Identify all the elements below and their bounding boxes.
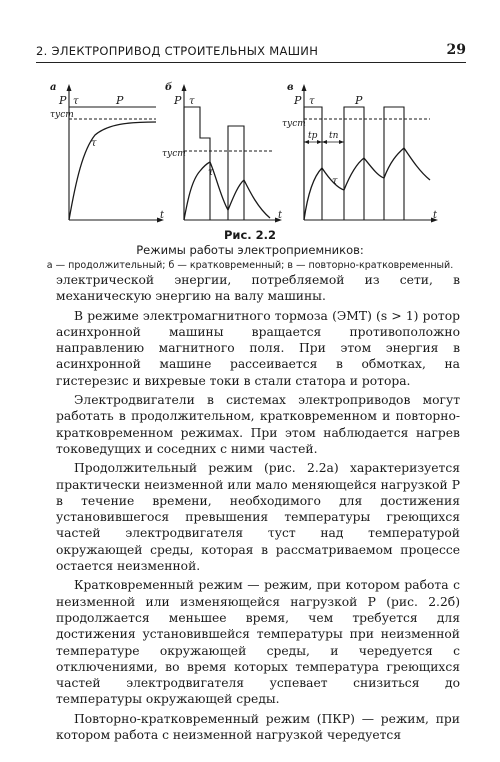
figure-caption	[30, 228, 470, 273]
panel-b-tau-ust-label: τуст	[162, 149, 186, 159]
panel-a-tau-label: τ	[73, 96, 79, 107]
panel-c-tp2-arrow-right	[339, 140, 344, 144]
figure-title: Режимы работы электроприемников:	[136, 243, 364, 257]
panel-a-t-label: t	[160, 210, 165, 221]
panel-c-tp-label: tр	[308, 131, 318, 141]
figure-number: Рис. 2.2	[223, 228, 277, 242]
paragraph-4: Продолжительный режим (рис. 2.2а) характеризуется практически неизменной или мало меняющейся нагрузкой P в течение времени, необходимого для достижения установившегося превышения температуры греющихся частей электродвигателя τуст над температурой окружающей среды, которая в рассматриваемом процессе остается неизменной.	[56, 461, 460, 574]
paragraph-6: Повторно-кратковременный режим (ПКР) — режим, при котором работа с неизменной нагрузкой чередуется	[56, 711, 460, 743]
panel-c-y-arrow	[302, 84, 307, 91]
header-rule	[36, 62, 466, 63]
panel-a-p-label-2: P	[116, 94, 124, 107]
panel-c-p-label: P	[294, 94, 302, 107]
panel-c-load-pulse-2	[344, 107, 364, 220]
panel-a-p-label: P	[59, 94, 67, 107]
panel-a-letter: а	[50, 82, 57, 93]
panel-c-letter: в	[287, 82, 294, 93]
panel-c-curve-label: τ	[332, 176, 338, 187]
panel-a	[50, 82, 165, 223]
panel-c	[282, 82, 438, 223]
panel-c-tp-arrow-right	[317, 140, 322, 144]
panel-a-y-arrow	[67, 84, 72, 91]
paragraph-1: электрической энергии, потребляемой из сети, в механическую энергию на валу машины.	[56, 273, 460, 304]
panel-b	[162, 82, 283, 223]
panel-c-tp2-label: tп	[329, 131, 339, 141]
running-head	[36, 42, 466, 60]
panel-b-curve-label: τ	[208, 167, 214, 178]
body-text	[56, 272, 460, 743]
panel-c-load-pulse-3	[384, 107, 404, 220]
panel-a-temperature-curve	[69, 122, 156, 220]
panel-a-tau-ust-label: τуст	[50, 110, 74, 120]
paragraph-5: Кратковременный режим — режим, при котором работа с неизменной или изменяющейся нагрузкой P (рис. 2.2б) продолжается меньшее время, чем требуется для достижения установившейся температуры при неизменной температуре окружающей среды, и чередуется с отключениями, во время которых температура греющихся частей электродвигателя успевает снизиться до температуры окружающей среды.	[56, 578, 460, 707]
paragraph-2: В режиме электромагнитного тормоза (ЭМТ) (s > 1) ротор асинхронной машины вращается противоположно направлению магнитного поля. При этом энергия в асинхронной машине рассеивается в обмотках, на гистерезис и вихревые токи в стали статора и ротора.	[56, 308, 460, 388]
running-title: 2. ЭЛЕКТРОПРИВОД СТРОИТЕЛЬНЫХ МАШИН	[36, 44, 319, 58]
panel-c-p-label-2: P	[355, 94, 363, 107]
paragraph-3: Электродвигатели в системах электроприводов могут работать в продолжительном, кратковременном и повторно-кратковременном режимах. При этом наблюдается нагрев токоведущих и соседних с ними частей.	[56, 393, 460, 456]
page-number: 29	[446, 42, 466, 58]
panel-b-temperature-curve	[184, 162, 270, 220]
panel-c-t-label: t	[433, 210, 438, 221]
panel-c-tp2-arrow-left	[322, 140, 327, 144]
panel-b-p-label: P	[174, 94, 182, 107]
panel-c-tau-label: τ	[309, 96, 315, 107]
panel-c-tau-ust-label: τуст	[282, 119, 306, 129]
figure-2-2	[50, 80, 450, 230]
figure-legend: а — продолжительный; б — кратковременный; в — повторно-кратковременный.	[46, 260, 454, 271]
panel-b-letter: б	[165, 82, 173, 93]
panel-c-temperature-curve	[304, 148, 430, 220]
panel-b-t-label: t	[278, 210, 283, 221]
panel-a-curve-label: τ	[91, 138, 97, 149]
panel-b-y-arrow	[182, 84, 187, 91]
figure-drawing	[50, 80, 450, 230]
panel-b-tau-label: τ	[189, 96, 195, 107]
